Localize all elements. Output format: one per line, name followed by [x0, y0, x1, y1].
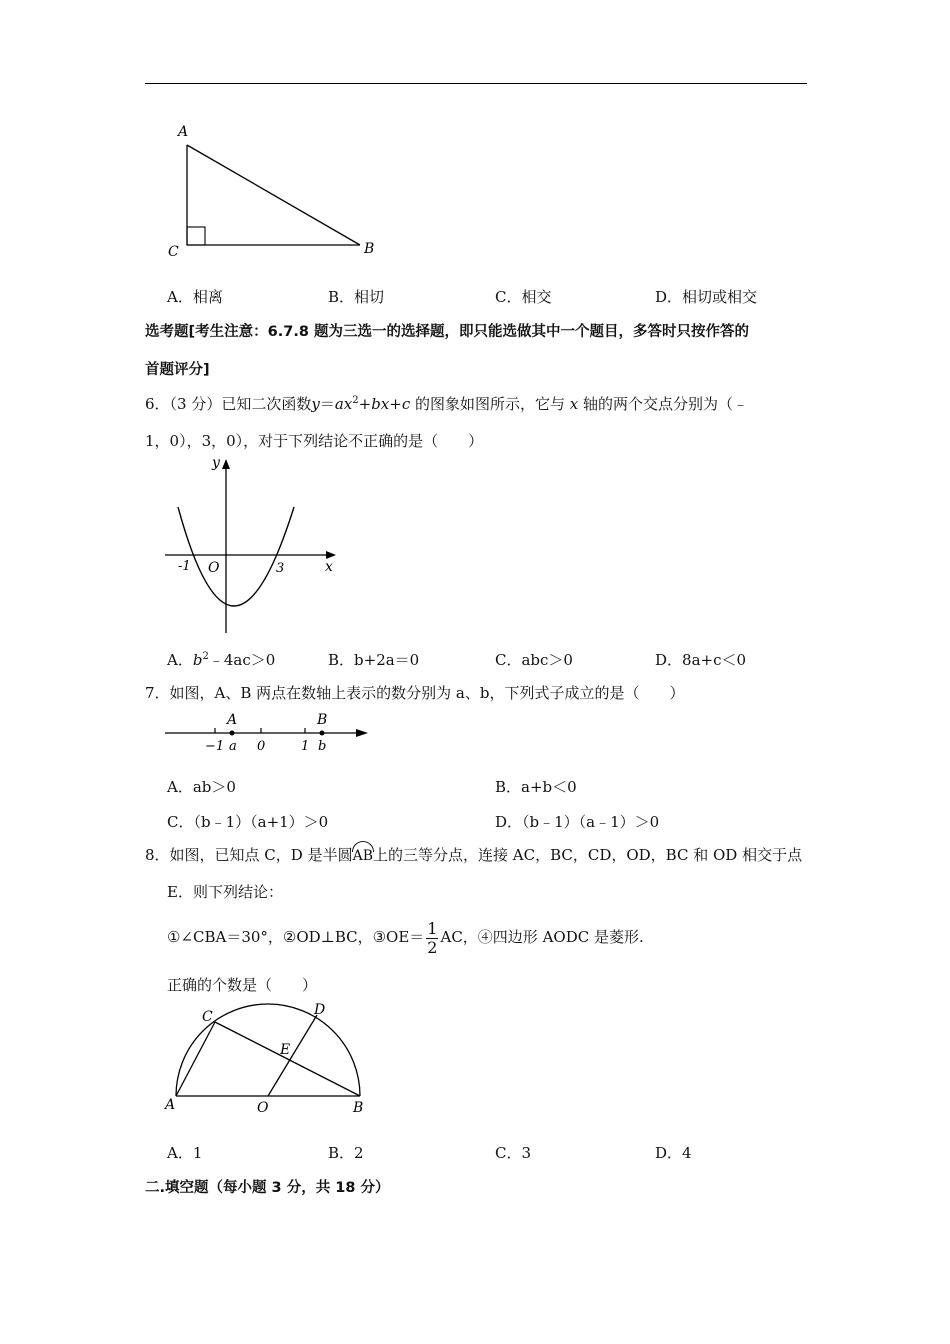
q8-stem-line1: [145, 844, 802, 865]
numline-neg1: −1: [205, 739, 225, 754]
label-B: B: [364, 241, 375, 257]
q6-option-a[interactable]: [167, 649, 275, 670]
q8-conclusions-pre: ①∠CBA＝30°，②OD⊥BC，③OE＝: [167, 928, 425, 946]
q5-option-b[interactable]: B．相切: [328, 288, 385, 306]
semi-label-A: A: [165, 1097, 176, 1113]
q8-ask: 正确的个数是（ ）: [167, 976, 318, 994]
q8-stem-line2: E．则下列结论：: [167, 883, 283, 901]
semicircle-figure: [160, 1000, 375, 1120]
semi-label-C: C: [202, 1009, 213, 1025]
semi-label-E: E: [280, 1042, 291, 1058]
graph-neg1-label: -1: [178, 559, 191, 574]
q6-rest2: 轴的两个交点分别为（﹣: [583, 395, 749, 413]
q6-bx: +bx+c: [358, 395, 411, 413]
q7-option-b[interactable]: B．a+b＜0: [495, 778, 577, 796]
section-note-line2: 首题评分]: [145, 362, 210, 378]
q6-exp: 2: [352, 395, 359, 406]
fraction-denominator: 2: [427, 937, 438, 957]
q8-conclusions-post: AC，④四边形 AODC 是菱形.: [440, 928, 644, 946]
section-2-heading: 二.填空题（每小题 3 分，共 18 分）: [145, 1180, 390, 1196]
semi-label-B: B: [353, 1100, 364, 1116]
q6-option-a-prefix: A．: [167, 651, 193, 669]
q6-stem-line1: [145, 393, 748, 414]
parabola-graph: [160, 455, 345, 635]
q6-option-a-exp: 2: [202, 651, 209, 662]
semi-label-O: O: [257, 1100, 269, 1116]
q6-x: x: [565, 395, 584, 413]
q7-option-d[interactable]: D．（b﹣1）（a﹣1）＞0: [495, 813, 660, 831]
section-note-line1: 选考题[考生注意：6.7.8 题为三选一的选择题，即只能选做其中一个题目，多答时只按作答的: [145, 324, 749, 340]
number-line: [165, 710, 375, 755]
semi-label-D: D: [314, 1002, 326, 1018]
graph-y-label: y: [212, 455, 220, 471]
q8-post: 上的三等分点，连接 AC，BC，CD，OD，BC 和 OD 相交于点: [373, 846, 803, 864]
q6-rest1: 的图象如图所示，它与: [410, 395, 566, 413]
right-triangle-figure: [160, 120, 390, 265]
q8-option-d[interactable]: D．4: [655, 1144, 692, 1162]
q6-eq: ＝: [319, 395, 335, 413]
q7-option-a[interactable]: A．ab＞0: [167, 778, 236, 796]
q6-number: 6．: [145, 395, 170, 413]
q7-option-c[interactable]: C．（b﹣1）（a+1）＞0: [167, 813, 329, 831]
numline-1: 1: [301, 739, 310, 754]
q5-option-d[interactable]: D．相切或相交: [655, 288, 758, 306]
numline-A: A: [227, 712, 238, 728]
graph-x-label: x: [325, 559, 333, 575]
graph-origin-label: O: [208, 560, 220, 576]
q6-option-a-rest: ﹣4ac＞0: [208, 651, 276, 669]
q5-option-a[interactable]: A．相离: [167, 288, 223, 306]
q8-conclusions: [167, 917, 644, 957]
q6-stem-line2: 1，0），3，0），对于下列结论不正确的是（ ）: [145, 432, 484, 450]
q8-option-b[interactable]: B．2: [328, 1144, 364, 1162]
q6-ax: ax: [334, 395, 353, 413]
q6-option-c[interactable]: C．abc＞0: [495, 651, 573, 669]
fraction-one-half: [426, 918, 438, 957]
header-rule: [145, 83, 807, 84]
numline-B: B: [317, 712, 328, 728]
q7-stem: 7．如图，A、B 两点在数轴上表示的数分别为 a、b，下列式子成立的是（ ）: [145, 684, 685, 702]
fraction-numerator: 1: [427, 918, 438, 938]
numline-0: 0: [257, 739, 266, 754]
q6-score: （3 分）已知二次函数: [169, 395, 312, 413]
q6-option-a-b: b: [192, 651, 203, 669]
numline-a: a: [229, 739, 237, 754]
q8-option-c[interactable]: C．3: [495, 1144, 532, 1162]
q5-option-c[interactable]: C．相交: [495, 288, 552, 306]
arc-AB: AB: [352, 848, 373, 864]
q8-pre: 8．如图，已知点 C，D 是半圆: [145, 846, 353, 864]
q6-y: y: [311, 395, 320, 413]
q6-option-b[interactable]: B．b+2a＝0: [328, 651, 420, 669]
q6-option-d[interactable]: D．8a+c＜0: [655, 651, 747, 669]
numline-b: b: [318, 739, 327, 754]
q8-option-a[interactable]: A．1: [167, 1144, 203, 1162]
graph-3-label: 3: [276, 561, 285, 576]
label-A: A: [178, 124, 189, 140]
label-C: C: [168, 244, 179, 260]
